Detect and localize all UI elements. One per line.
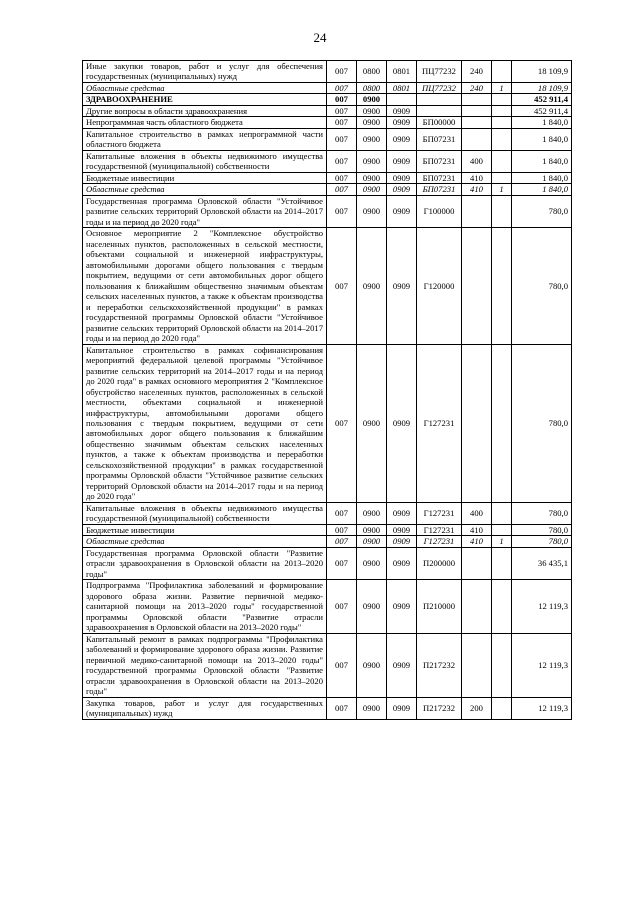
section-code: 0900	[357, 228, 387, 344]
ministry-code: 007	[327, 502, 357, 524]
row-description: Другие вопросы в области здравоохранения	[83, 105, 327, 116]
subsection-code: 0909	[387, 536, 417, 547]
ministry-code: 007	[327, 536, 357, 547]
ministry-code: 007	[327, 184, 357, 195]
amount: 12 119,3	[512, 697, 572, 719]
target-article-code: П200000	[417, 547, 462, 579]
section-code: 0800	[357, 82, 387, 93]
funding-source-code	[492, 105, 512, 116]
subsection-code: 0909	[387, 547, 417, 579]
row-description: Областные средства	[83, 536, 327, 547]
section-code: 0900	[357, 697, 387, 719]
subsection-code: 0909	[387, 580, 417, 633]
subsection-code: 0801	[387, 61, 417, 83]
section-code: 0900	[357, 344, 387, 502]
subsection-code: 0909	[387, 105, 417, 116]
target-article-code: ПЦ77232	[417, 82, 462, 93]
row-description: Подпрограмма "Профилактика заболеваний и формирование здорового образа жизни. Развитие первичной медико-санитарной помощи на 2013–2020 годы" государственной программы Орловской области "Развитие отрасли здравоохранения в Орловской области на 2013–2020 годы"	[83, 580, 327, 633]
table-row	[83, 172, 572, 183]
expense-type-code: 410	[462, 184, 492, 195]
target-article-code: Г100000	[417, 195, 462, 227]
subsection-code: 0801	[387, 82, 417, 93]
section-code: 0900	[357, 117, 387, 128]
ministry-code: 007	[327, 117, 357, 128]
section-code: 0900	[357, 195, 387, 227]
row-description: Капитальное строительство в рамках непрограммной части областного бюджета	[83, 128, 327, 150]
amount: 1 840,0	[512, 117, 572, 128]
section-code: 0900	[357, 633, 387, 697]
funding-source-code	[492, 580, 512, 633]
ministry-code: 007	[327, 524, 357, 535]
target-article-code: БП07231	[417, 172, 462, 183]
row-description: Бюджетные инвестиции	[83, 524, 327, 535]
funding-source-code	[492, 697, 512, 719]
section-code: 0900	[357, 94, 387, 105]
amount: 36 435,1	[512, 547, 572, 579]
amount: 12 119,3	[512, 580, 572, 633]
table-row	[83, 105, 572, 116]
funding-source-code	[492, 117, 512, 128]
target-article-code: Г127231	[417, 536, 462, 547]
funding-source-code	[492, 547, 512, 579]
amount: 780,0	[512, 536, 572, 547]
subsection-code: 0909	[387, 344, 417, 502]
subsection-code: 0909	[387, 633, 417, 697]
table-row	[83, 524, 572, 535]
amount: 780,0	[512, 524, 572, 535]
budget-table-body	[83, 61, 572, 720]
subsection-code: 0909	[387, 524, 417, 535]
amount: 18 109,9	[512, 82, 572, 93]
funding-source-code: 1	[492, 82, 512, 93]
ministry-code: 007	[327, 82, 357, 93]
ministry-code: 007	[327, 344, 357, 502]
expense-type-code	[462, 344, 492, 502]
funding-source-code	[492, 94, 512, 105]
section-code: 0900	[357, 128, 387, 150]
subsection-code: 0909	[387, 195, 417, 227]
ministry-code: 007	[327, 128, 357, 150]
subsection-code: 0909	[387, 117, 417, 128]
row-description: Иные закупки товаров, работ и услуг для обеспечения государственных (муниципальных) нужд	[83, 61, 327, 83]
table-row	[83, 580, 572, 633]
table-row	[83, 228, 572, 344]
table-row	[83, 502, 572, 524]
funding-source-code	[492, 344, 512, 502]
target-article-code: П217232	[417, 633, 462, 697]
ministry-code: 007	[327, 195, 357, 227]
subsection-code: 0909	[387, 128, 417, 150]
target-article-code: БП07231	[417, 150, 462, 172]
budget-table	[82, 60, 572, 720]
target-article-code: П210000	[417, 580, 462, 633]
funding-source-code: 1	[492, 184, 512, 195]
expense-type-code: 410	[462, 536, 492, 547]
expense-type-code	[462, 117, 492, 128]
funding-source-code	[492, 633, 512, 697]
subsection-code: 0909	[387, 150, 417, 172]
funding-source-code	[492, 195, 512, 227]
table-row	[83, 94, 572, 105]
table-row	[83, 344, 572, 502]
table-row	[83, 117, 572, 128]
funding-source-code	[492, 128, 512, 150]
row-description: Непрограммная часть областного бюджета	[83, 117, 327, 128]
ministry-code: 007	[327, 547, 357, 579]
table-row	[83, 184, 572, 195]
row-description: ЗДРАВООХРАНЕНИЕ	[83, 94, 327, 105]
ministry-code: 007	[327, 580, 357, 633]
table-row	[83, 82, 572, 93]
amount: 780,0	[512, 195, 572, 227]
amount: 1 840,0	[512, 184, 572, 195]
row-description: Капитальные вложения в объекты недвижимого имущества государственной (муниципальной) собственности	[83, 502, 327, 524]
table-row	[83, 536, 572, 547]
ministry-code: 007	[327, 94, 357, 105]
section-code: 0900	[357, 580, 387, 633]
row-description: Областные средства	[83, 184, 327, 195]
subsection-code: 0909	[387, 697, 417, 719]
funding-source-code	[492, 502, 512, 524]
expense-type-code: 200	[462, 697, 492, 719]
target-article-code: Г120000	[417, 228, 462, 344]
expense-type-code: 410	[462, 172, 492, 183]
table-row	[83, 547, 572, 579]
expense-type-code: 410	[462, 524, 492, 535]
funding-source-code: 1	[492, 536, 512, 547]
ministry-code: 007	[327, 150, 357, 172]
table-row	[83, 195, 572, 227]
target-article-code: ПЦ77232	[417, 61, 462, 83]
target-article-code: БП00000	[417, 117, 462, 128]
ministry-code: 007	[327, 61, 357, 83]
expense-type-code	[462, 195, 492, 227]
expense-type-code	[462, 105, 492, 116]
expense-type-code	[462, 228, 492, 344]
funding-source-code	[492, 150, 512, 172]
amount: 12 119,3	[512, 633, 572, 697]
section-code: 0900	[357, 184, 387, 195]
section-code: 0800	[357, 61, 387, 83]
row-description: Основное мероприятие 2 "Комплексное обустройство населенных пунктов, расположенных в сельской местности, объектами социальной и инженерной инфраструктуры, автомобильными дорогами общего пользования с твердым покрытием, ведущими от сети автомобильных дорог общего пользования к ближайшим общественно значимым объектам сельских населенных пунктов, а также к объектам производства и переработки сельскохозяйственной продукции" в рамках государственной программы Орловской области "Устойчивое развитие сельских территорий Орловской области на 2014–2017 годы и на период до 2020 года"	[83, 228, 327, 344]
subsection-code: 0909	[387, 184, 417, 195]
expense-type-code	[462, 94, 492, 105]
target-article-code: БП07231	[417, 184, 462, 195]
expense-type-code: 400	[462, 502, 492, 524]
expense-type-code: 240	[462, 61, 492, 83]
section-code: 0900	[357, 105, 387, 116]
ministry-code: 007	[327, 228, 357, 344]
funding-source-code	[492, 228, 512, 344]
target-article-code	[417, 105, 462, 116]
expense-type-code	[462, 633, 492, 697]
row-description: Государственная программа Орловской области "Устойчивое развитие сельских территорий Орловской области на 2014–2017 годы и на период до 2020 года"	[83, 195, 327, 227]
amount: 452 911,4	[512, 105, 572, 116]
row-description: Государственная программа Орловской области "Развитие отрасли здравоохранения в Орловской области на 2013–2020 годы"	[83, 547, 327, 579]
ministry-code: 007	[327, 105, 357, 116]
ministry-code: 007	[327, 172, 357, 183]
row-description: Закупка товаров, работ и услуг для государственных (муниципальных) нужд	[83, 697, 327, 719]
subsection-code: 0909	[387, 228, 417, 344]
expense-type-code	[462, 580, 492, 633]
target-article-code: БП07231	[417, 128, 462, 150]
section-code: 0900	[357, 547, 387, 579]
row-description: Капитальные вложения в объекты недвижимого имущества государственной (муниципальной) собственности	[83, 150, 327, 172]
section-code: 0900	[357, 172, 387, 183]
target-article-code: Г127231	[417, 502, 462, 524]
section-code: 0900	[357, 524, 387, 535]
section-code: 0900	[357, 502, 387, 524]
row-description: Бюджетные инвестиции	[83, 172, 327, 183]
table-row	[83, 128, 572, 150]
amount: 780,0	[512, 228, 572, 344]
target-article-code: Г127231	[417, 344, 462, 502]
target-article-code	[417, 94, 462, 105]
row-description: Капитальный ремонт в рамках подпрограммы "Профилактика заболеваний и формирование здорового образа жизни. Развитие первичной медико-санитарной помощи на 2013–2020 годы" государственной программы Орловской области "Развитие отрасли здравоохранения в Орловской области на 2013–2020 годы"	[83, 633, 327, 697]
section-code: 0900	[357, 150, 387, 172]
table-row	[83, 633, 572, 697]
section-code: 0900	[357, 536, 387, 547]
amount: 1 840,0	[512, 150, 572, 172]
amount: 1 840,0	[512, 172, 572, 183]
table-row	[83, 150, 572, 172]
funding-source-code	[492, 172, 512, 183]
expense-type-code	[462, 128, 492, 150]
subsection-code: 0909	[387, 502, 417, 524]
expense-type-code	[462, 547, 492, 579]
subsection-code: 0909	[387, 172, 417, 183]
funding-source-code	[492, 61, 512, 83]
row-description: Областные средства	[83, 82, 327, 93]
expense-type-code: 400	[462, 150, 492, 172]
ministry-code: 007	[327, 697, 357, 719]
subsection-code	[387, 94, 417, 105]
target-article-code: Г127231	[417, 524, 462, 535]
expense-type-code: 240	[462, 82, 492, 93]
amount: 1 840,0	[512, 128, 572, 150]
table-row	[83, 697, 572, 719]
amount: 18 109,9	[512, 61, 572, 83]
amount: 780,0	[512, 344, 572, 502]
page-number: 24	[313, 30, 327, 45]
target-article-code: П217232	[417, 697, 462, 719]
table-row	[83, 61, 572, 83]
row-description: Капитальное строительство в рамках софинансирования мероприятий федеральной целевой программы "Устойчивое развитие сельских территорий на 2014–2017 годы и на период до 2020 года" в рамках основного мероприятия 2 "Комплексное обустройство населенных пунктов, расположенных в сельской местности, объектами социальной и инженерной инфраструктуры, автомобильными дорогами общего пользования с твердым покрытием, ведущими от сети автомобильных дорог общего пользования к ближайшим общественно значимым объектам сельских населенных пунктов, а также к объектам производства и переработки сельскохозяйственной продукции" в рамках государственной программы Орловской области "Устойчивое развитие сельских территорий Орловской области на 2014–2017 годы и на период до 2020 года"	[83, 344, 327, 502]
amount: 780,0	[512, 502, 572, 524]
funding-source-code	[492, 524, 512, 535]
ministry-code: 007	[327, 633, 357, 697]
amount: 452 911,4	[512, 94, 572, 105]
